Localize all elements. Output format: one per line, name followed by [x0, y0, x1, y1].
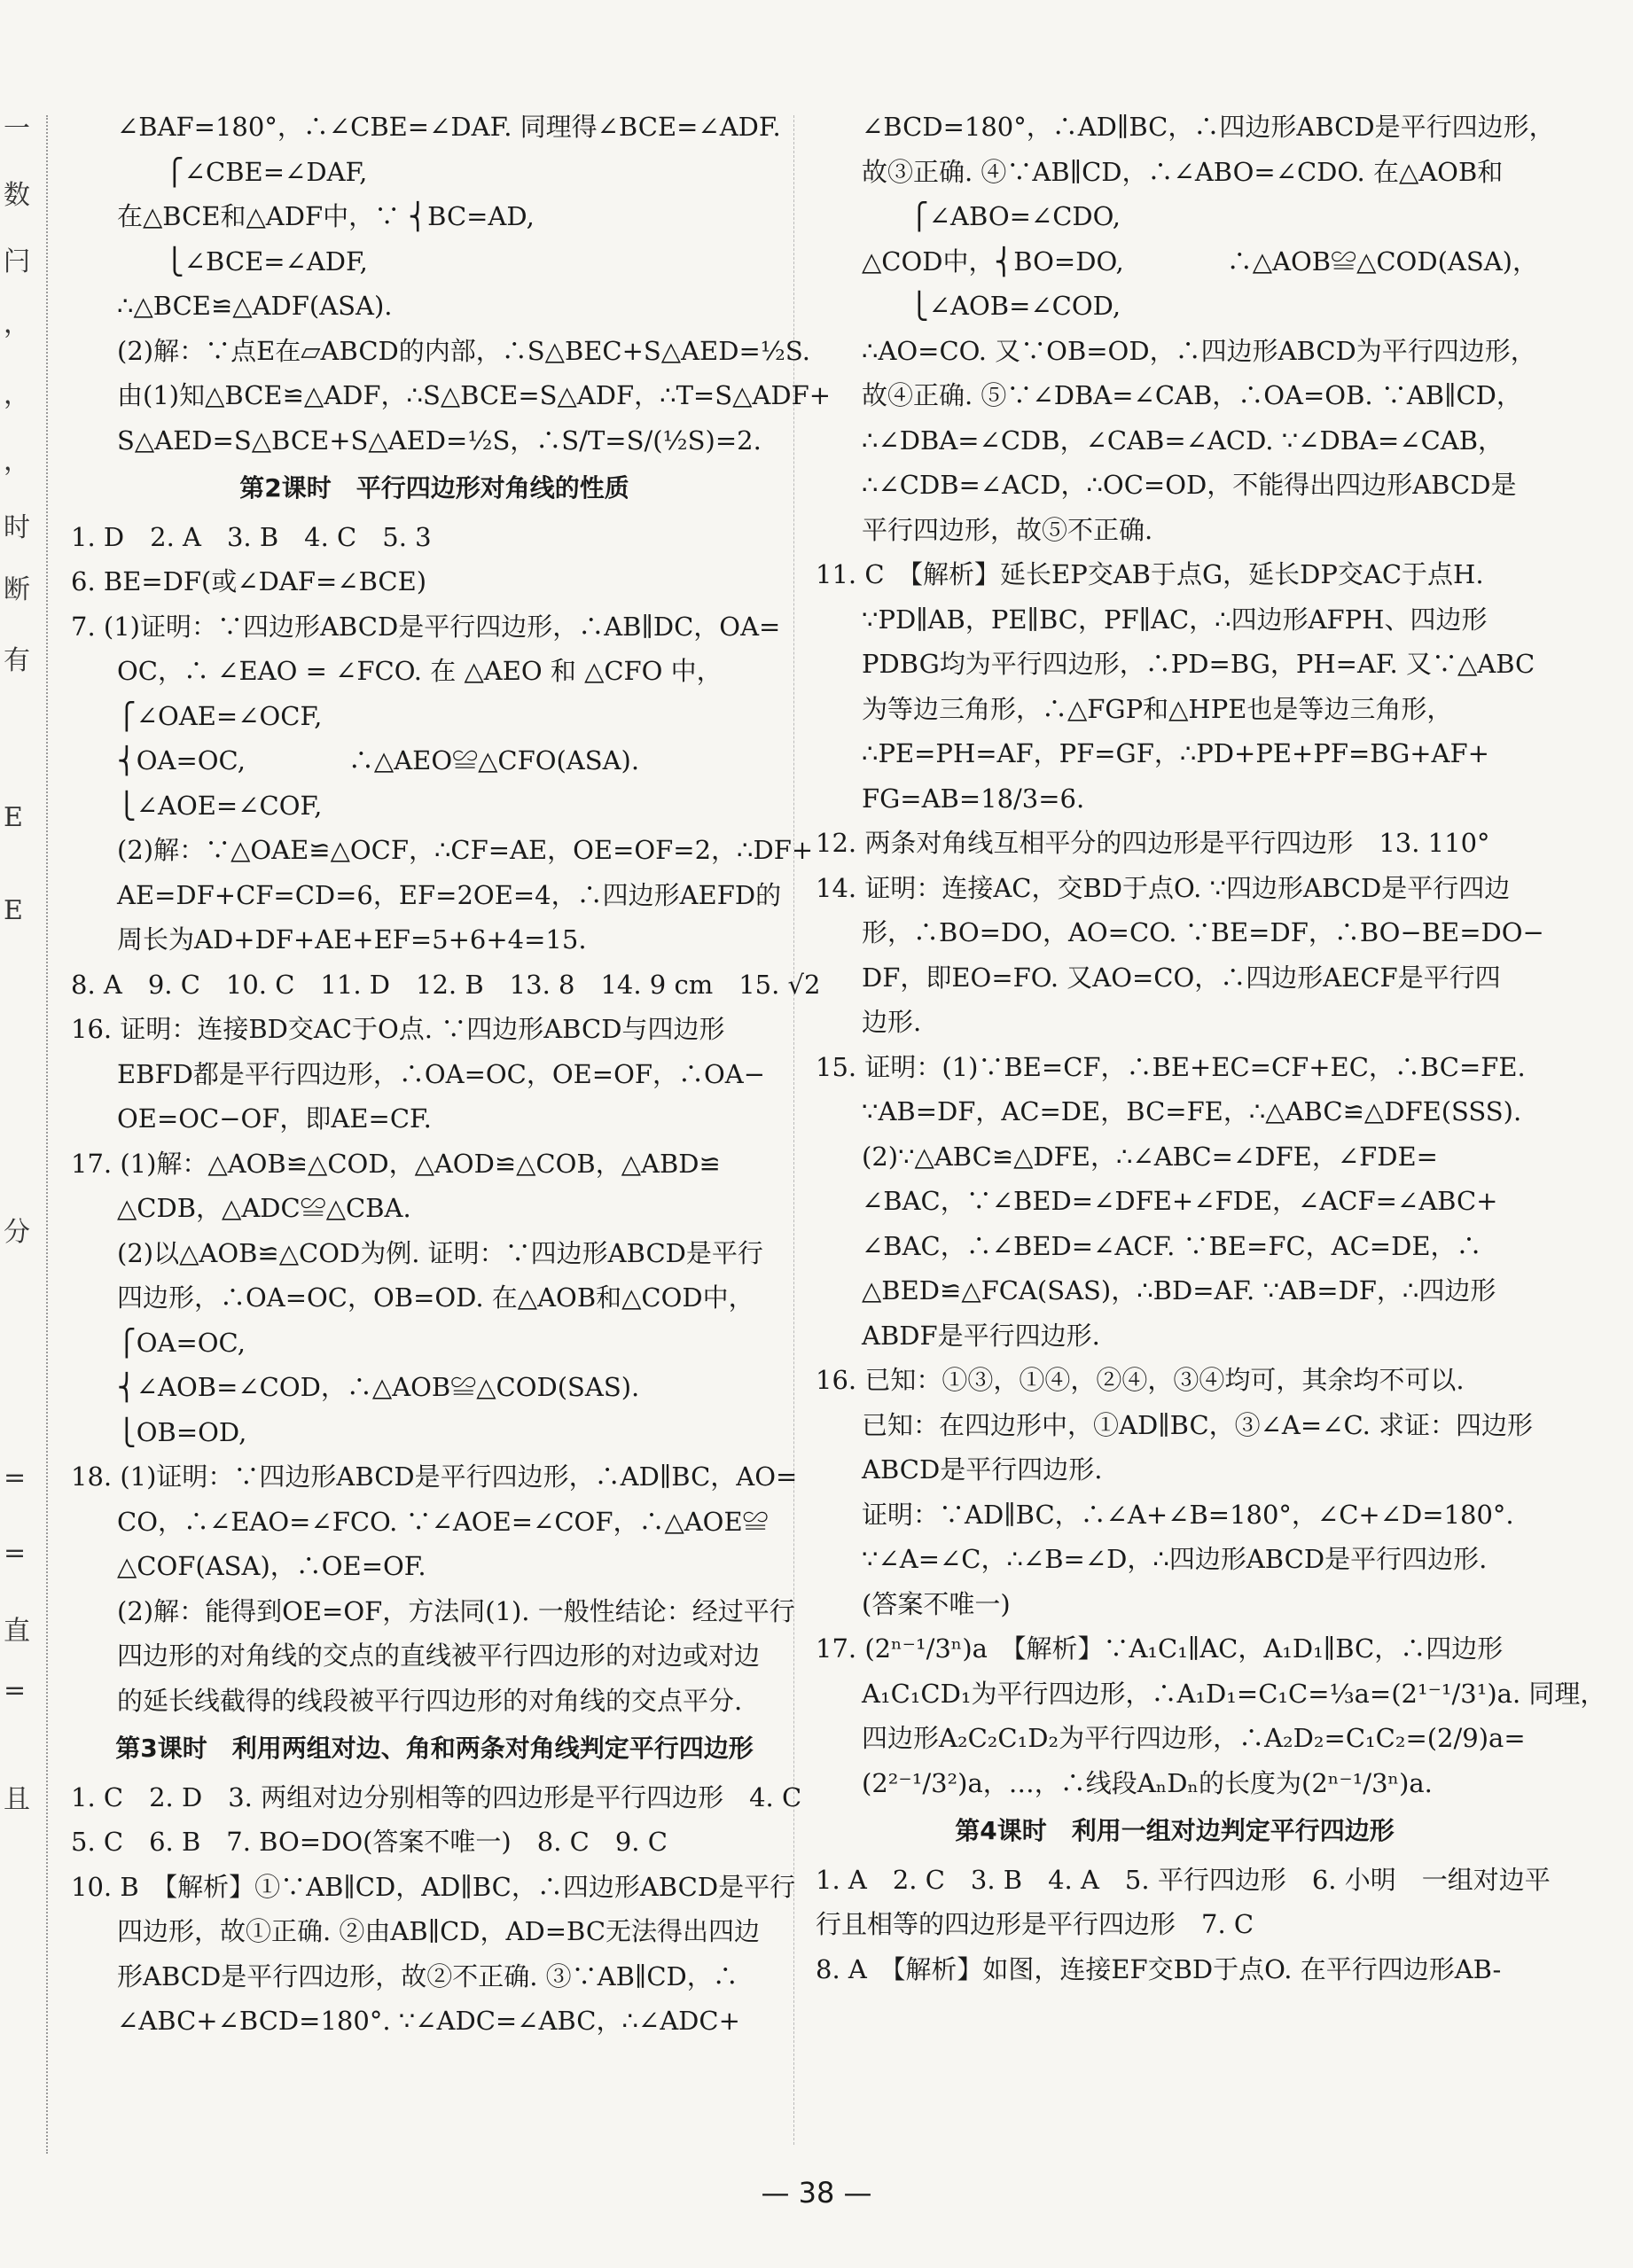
margin-fragment: ，	[4, 446, 30, 477]
left-text-line: S△AED=S△BCE+S△AED=½S，∴S/T=S/(½S)=2.	[117, 425, 762, 456]
left-text-line: △CDB，△ADC≌△CBA.	[117, 1193, 411, 1223]
right-text-line: 行且相等的四边形是平行四边形 7. C	[816, 1909, 1254, 1939]
margin-fragment: 有	[4, 645, 30, 676]
right-text-line: ABCD是平行四边形.	[862, 1454, 1103, 1485]
margin-fragment: 闩	[4, 246, 30, 277]
right-text-line: ⎧∠ABO=∠CDO,	[910, 201, 1121, 231]
left-text-line: ⎨∠AOB=∠COD，∴△AOB≌△COD(SAS).	[117, 1372, 640, 1402]
right-text-line: ∠BAC，∴∠BED=∠ACF. ∵BE=FC，AC=DE，∴	[862, 1230, 1482, 1261]
left-text-line: 由(1)知△BCE≌△ADF，∴S△BCE=S△ADF，∴T=S△ADF+	[117, 380, 831, 410]
right-text-line: PDBG均为平行四边形，∴PD=BG，PH=AF. 又∵△ABC	[862, 649, 1535, 679]
left-text-line: 18. (1)证明：∵四边形ABCD是平行四边形，∴AD∥BC，AO=	[71, 1461, 798, 1492]
left-text-line: (2)解：∵△OAE≌△OCF，∴CF=AE，OE=OF=2，∴DF+	[117, 835, 814, 865]
margin-fragment: 时	[4, 512, 30, 543]
right-text-line: ∵∠A=∠C，∴∠B=∠D，∴四边形ABCD是平行四边形.	[862, 1544, 1488, 1574]
left-text-line: 8. A 9. C 10. C 11. D 12. B 13. 8 14. 9 cm 15. √2	[71, 969, 821, 1000]
right-text-line: 故④正确. ⑤∵∠DBA=∠CAB，∴OA=OB. ∵AB∥CD，	[862, 380, 1522, 410]
left-text-line: (2)解：∵点E在▱ABCD的内部，∴S△BEC+S△AED=½S.	[117, 335, 810, 366]
left-text-line: 四边形的对角线的交点的直线被平行四边形的对边或对边	[117, 1641, 761, 1671]
right-text-line: ∴∠CDB=∠ACD，∴OC=OD，不能得出四边形ABCD是	[862, 470, 1517, 500]
left-text-line: 17. (1)解：△AOB≌△COD，△AOD≌△COB，△ABD≌	[71, 1148, 721, 1179]
right-text-line: 已知：在四边形中，①AD∥BC，③∠A=∠C. 求证：四边形	[862, 1409, 1534, 1440]
right-text-line: 边形.	[862, 1007, 922, 1037]
left-text-line: 周长为AD+DF+AE+EF=5+6+4=15.	[117, 924, 587, 955]
right-text-line: △COD中，⎨BO=DO, ∴△AOB≌△COD(ASA)，	[862, 246, 1538, 277]
margin-fragment: =	[4, 1462, 27, 1493]
right-text-line: ∴∠DBA=∠CDB，∠CAB=∠ACD. ∵∠DBA=∠CAB，	[862, 425, 1504, 456]
left-text-line: 5. C 6. B 7. BO=DO(答案不唯一) 8. C 9. C	[71, 1827, 668, 1857]
right-text-line: 为等边三角形，∴△FGP和△HPE也是等边三角形，	[862, 693, 1453, 724]
left-text-line: ⎩OB=OD,	[117, 1416, 247, 1447]
right-text-line: ∵PD∥AB，PE∥BC，PF∥AC，∴四边形AFPH、四边形	[862, 604, 1488, 635]
left-text-line: ∠BAF=180°，∴∠CBE=∠DAF. 同理得∠BCE=∠ADF.	[117, 112, 781, 142]
left-text-line: 7. (1)证明：∵四边形ABCD是平行四边形，∴AB∥DC，OA=	[71, 611, 781, 642]
right-text-line: 17. (2ⁿ⁻¹/3ⁿ)a 【解析】∵A₁C₁∥AC，A₁D₁∥BC，∴四边形	[816, 1633, 1504, 1664]
left-text-line: ⎧∠CBE=∠DAF,	[165, 156, 368, 187]
margin-fragment: =	[4, 1538, 27, 1569]
left-text-line: OE=OC−OF，即AE=CF.	[117, 1103, 432, 1134]
left-text-line: (2)以△AOB≌△COD为例. 证明：∵四边形ABCD是平行	[117, 1237, 763, 1268]
right-text-line: 形，∴BO=DO，AO=CO. ∵BE=DF，∴BO−BE=DO−	[862, 917, 1544, 947]
binding-margin	[0, 0, 53, 2268]
left-text-line: 的延长线截得的线段被平行四边形的对角线的交点平分.	[117, 1685, 743, 1716]
left-text-line: 四边形，故①正确. ②由AB∥CD，AD=BC无法得出四边	[117, 1916, 761, 1946]
left-column	[71, 105, 831, 2044]
right-text-line: (答案不唯一)	[862, 1588, 1011, 1619]
right-text-line: 故③正确. ④∵AB∥CD，∴∠ABO=∠CDO. 在△AOB和	[862, 156, 1504, 187]
right-text-line: ∠BCD=180°，∴AD∥BC，∴四边形ABCD是平行四边形，	[862, 112, 1555, 142]
right-text-line: ∵AB=DF，AC=DE，BC=FE，∴△ABC≌△DFE(SSS).	[862, 1096, 1522, 1126]
right-text-line: △BED≌△FCA(SAS)，∴BD=AF. ∵AB=DF，∴四边形	[862, 1275, 1496, 1305]
right-text-line: 14. 证明：连接AC，交BD于点O. ∵四边形ABCD是平行四边	[816, 872, 1511, 903]
left-text-line: 四边形，∴OA=OC，OB=OD. 在△AOB和△COD中，	[117, 1282, 754, 1313]
margin-fragment: 直	[4, 1616, 30, 1647]
margin-fragment: E	[4, 895, 23, 926]
right-text-line: 平行四边形，故⑤不正确.	[862, 514, 1153, 545]
margin-fragment: 一	[4, 113, 30, 144]
section-heading: 第3课时 利用两组对边、角和两条对角线判定平行四边形	[115, 1734, 754, 1763]
right-text-line: ABDF是平行四边形.	[862, 1320, 1100, 1351]
right-text-line: ∠BAC，∵∠BED=∠DFE+∠FDE，∠ACF=∠ABC+	[862, 1186, 1498, 1216]
left-text-line: CO，∴∠EAO=∠FCO. ∵∠AOE=∠COF，∴△AOE≌	[117, 1506, 769, 1537]
margin-fragment: ，	[4, 379, 30, 410]
left-text-line: ∴△BCE≌△ADF(ASA).	[117, 291, 393, 321]
right-text-line: DF，即EO=FO. 又AO=CO，∴四边形AECF是平行四	[862, 962, 1501, 993]
margin-fragment: 数	[4, 180, 30, 211]
right-text-line: 16. 已知：①③，①④，②④，③④均可，其余均不可以.	[816, 1365, 1465, 1395]
left-text-line: ⎩∠AOE=∠COF,	[117, 790, 323, 821]
left-text-line: 10. B 【解析】①∵AB∥CD，AD∥BC，∴四边形ABCD是平行	[71, 1871, 796, 1902]
margin-fragment: ，	[4, 308, 30, 339]
right-text-line: 1. A 2. C 3. B 4. A 5. 平行四边形 6. 小明 一组对边平	[816, 1864, 1551, 1895]
right-text-line: ⎩∠AOB=∠COD,	[910, 291, 1121, 321]
left-text-line: 1. D 2. A 3. B 4. C 5. 3	[71, 521, 432, 552]
left-text-line: ⎧∠OAE=∠OCF,	[117, 700, 323, 731]
right-text-line: 11. C 【解析】延长EP交AB于点G，延长DP交AC于点H.	[816, 559, 1484, 589]
margin-fragment: 且	[4, 1784, 30, 1815]
right-text-line: 12. 两条对角线互相平分的四边形是平行四边形 13. 110°	[816, 828, 1490, 858]
left-text-line: AE=DF+CF=CD=6，EF=2OE=4，∴四边形AEFD的	[117, 879, 782, 910]
right-text-line: (2²⁻¹/3²)a，…，∴线段AₙDₙ的长度为(2ⁿ⁻¹/3ⁿ)a.	[862, 1767, 1433, 1798]
left-text-line: 1. C 2. D 3. 两组对边分别相等的四边形是平行四边形 4. C	[71, 1781, 802, 1812]
left-text-line: 16. 证明：连接BD交AC于O点. ∵四边形ABCD与四边形	[71, 1014, 725, 1044]
right-text-line: (2)∵△ABC≌△DFE，∴∠ABC=∠DFE，∠FDE=	[862, 1141, 1438, 1172]
left-text-line: ⎩∠BCE=∠ADF,	[165, 246, 368, 277]
right-text-line: 四边形A₂C₂C₁D₂为平行四边形，∴A₂D₂=C₁C₂=(2/9)a=	[862, 1723, 1526, 1753]
left-text-line: 6. BE=DF(或∠DAF=∠BCE)	[71, 566, 427, 596]
binding-dotted-line	[46, 115, 48, 2154]
right-text-line: 8. A 【解析】如图，连接EF交BD于点O. 在平行四边形AB-	[816, 1953, 1502, 1984]
margin-fragment: 分	[4, 1217, 30, 1248]
left-text-line: △COF(ASA)，∴OE=OF.	[117, 1551, 426, 1581]
left-text-line: ⎨OA=OC, ∴△AEO≌△CFO(ASA).	[117, 745, 640, 775]
left-text-line: 形ABCD是平行四边形，故②不正确. ③∵AB∥CD，∴	[117, 1960, 738, 1991]
left-text-line: OC，∴ ∠EAO = ∠FCO. 在 △AEO 和 △CFO 中，	[117, 656, 723, 686]
margin-fragment: 断	[4, 574, 30, 605]
right-text-line: ∴AO=CO. 又∵OB=OD，∴四边形ABCD为平行四边形，	[862, 335, 1536, 366]
left-text-line: ⎧OA=OC,	[117, 1327, 246, 1358]
right-column	[816, 105, 1606, 1991]
left-text-line: ∠ABC+∠BCD=180°. ∵∠ADC=∠ABC，∴∠ADC+	[117, 2006, 740, 2036]
right-text-line: 证明：∵AD∥BC，∴∠A+∠B=180°，∠C+∠D=180°.	[862, 1499, 1514, 1530]
margin-fragment: E	[4, 802, 23, 833]
left-text-line: (2)解：能得到OE=OF，方法同(1). 一般性结论：经过平行	[117, 1595, 795, 1626]
right-text-line: FG=AB=18/3=6.	[862, 783, 1085, 814]
right-text-line: 15. 证明：(1)∵BE=CF，∴BE+EC=CF+EC，∴BC=FE.	[816, 1051, 1526, 1082]
section-heading: 第2课时 平行四边形对角线的性质	[239, 473, 629, 503]
page-number: — 38 —	[761, 2176, 872, 2210]
left-text-line: EBFD都是平行四边形，∴OA=OC，OE=OF，∴OA−	[117, 1058, 765, 1089]
section-heading: 第4课时 利用一组对边判定平行四边形	[955, 1816, 1395, 1845]
right-text-line: A₁C₁CD₁为平行四边形，∴A₁D₁=C₁C=⅓a=(2¹⁻¹/3¹)a. 同理，	[862, 1678, 1606, 1709]
left-text-line: 在△BCE和△ADF中，∵ ⎨BC=AD,	[117, 201, 535, 231]
margin-fragment: =	[4, 1675, 27, 1706]
right-text-line: ∴PE=PH=AF，PF=GF，∴PD+PE+PF=BG+AF+	[862, 738, 1489, 768]
